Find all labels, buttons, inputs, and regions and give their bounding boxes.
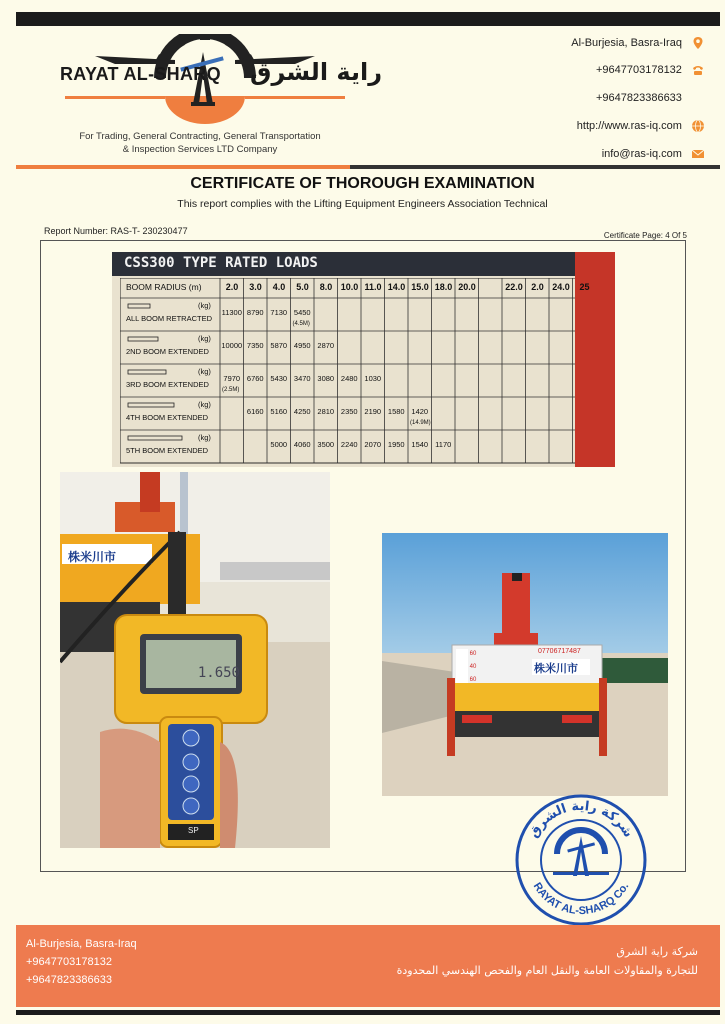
load-value: 5000 [270,440,288,449]
certificate-subtitle: This report complies with the Lifting Equipment Engineers Association Technical [177,198,548,210]
certificate-title: CERTIFICATE OF THOROUGH EXAMINATION [190,175,535,192]
load-chart-title: CSS300 TYPE RATED LOADS [124,255,318,271]
load-value: 2870 [317,341,335,350]
unit-label: (kg) [198,433,211,442]
company-stamp [513,792,649,928]
boom-row-label: 4TH BOOM EXTENDED [126,413,209,422]
load-value: 2240 [340,440,358,449]
company-name-ar: راية الشرق [250,58,383,86]
radius-header: 4.0 [272,282,286,292]
load-value: 1950 [387,440,405,449]
radius-header: 11.0 [364,282,382,292]
load-value: 10000 [221,341,243,350]
truck-sign-left: 株米川市 [68,550,117,564]
mail-icon [691,147,705,161]
contact-website[interactable]: http://www.ras-iq.com [405,117,705,135]
footer-banner [16,925,720,1007]
meter-reading: 1.650 [197,665,240,681]
radius-header: 14.0 [387,282,406,292]
load-meter-photo [60,472,330,848]
load-value: 2190 [364,407,382,416]
contact-phone-2: +9647823386633 [595,92,682,104]
footer-contact [26,935,137,989]
svg-text:RAYAT AL-SHARQ Co. [531,881,632,917]
radius-header: 3.0 [249,282,262,292]
radius-header: 22.0 [505,282,523,292]
speed-signs: 60 40 60 [469,651,477,683]
footer-phone-2: +9647823386633 [26,974,112,986]
meter-brand: SP [188,826,199,835]
truck-phone-number: 07706717487 [538,648,581,655]
load-value: 7970 [223,374,241,383]
radius-header: 2.0 [531,282,544,292]
company-tagline: For Trading, General Contracting, General Transportation & Inspection Services LTD Company [79,131,321,155]
load-value: 2480 [340,374,358,383]
load-value: 5870 [270,341,288,350]
radius-header: 10.0 [340,282,359,292]
phone-icon [691,63,705,77]
top-bar [16,12,720,26]
footer-address: Al-Burjesia, Basra-Iraq [26,938,137,950]
footer-company-ar: شركة راية الشرق [616,945,698,958]
load-value: 6760 [246,374,264,383]
load-value: 1030 [364,374,382,383]
contact-email[interactable]: info@ras-iq.com [405,145,705,163]
globe-icon [691,119,705,133]
report-number: Report Number: RAS-T- 230230477 [44,226,188,236]
radius-header: 25 [579,282,590,292]
contact-phone-1: +9647703178132 [405,61,705,79]
load-value: 7350 [246,341,264,350]
load-value: 1580 [387,407,405,416]
load-value: 11300 [221,308,242,317]
footer-phone-1: +9647703178132 [26,956,112,968]
load-value: 3080 [317,374,335,383]
load-value: 5160 [270,407,288,416]
load-value: 4250 [293,407,311,416]
load-value: 4060 [293,440,311,449]
radius-header: 24.0 [552,282,570,292]
unit-label: (kg) [198,334,211,343]
radius-header: 8.0 [319,282,333,292]
boom-row-label: 5TH BOOM EXTENDED [126,446,209,455]
company-name-en: RAYAT AL-SHARQ [60,64,221,84]
header-divider-dark [350,165,720,169]
row-note: (4.5M) [292,321,310,327]
boom-row-label: ALL BOOM RETRACTED [126,314,212,323]
boom-row-label: 2ND BOOM EXTENDED [126,347,209,356]
crane-truck-photo [382,533,668,796]
bottom-bar [16,1010,720,1015]
radius-header: 18.0 [434,282,453,292]
load-value: 2350 [340,407,358,416]
location-pin-icon [691,36,705,50]
radius-header: 15.0 [411,282,429,292]
stamp-text-en: RAYAT AL-SHARQ Co. [530,880,632,918]
header-divider-orange [16,165,350,169]
load-value: 1420 [411,407,429,416]
load-value: 2070 [364,440,382,449]
stamp-text-ar: شركة راية الشرق [526,798,636,841]
boom-radius-label: BOOM RADIUS (m) [126,282,202,292]
unit-label: (kg) [198,400,211,409]
unit-label: (kg) [198,367,211,376]
load-chart-photo [112,252,615,467]
row-note: (14.9M) [410,420,431,426]
radius-header: 5.0 [296,282,309,292]
load-value: 6160 [246,407,264,416]
truck-sign-right: 株米川市 [534,662,578,675]
load-value: 3500 [317,440,335,449]
load-value: 7130 [270,308,288,317]
load-value: 5450 [293,308,311,317]
unit-label: (kg) [198,301,211,310]
load-value: 3470 [293,374,311,383]
load-value: 8790 [246,308,264,317]
radius-header: 2.0 [225,282,239,292]
contact-address: Al-Burjesia, Basra-Iraq [405,34,705,52]
row-note: (2.5M) [222,387,240,393]
load-chart-values [120,278,590,466]
load-value: 2810 [317,407,335,416]
boom-row-label: 3RD BOOM EXTENDED [126,380,209,389]
radius-header: 20.0 [458,282,476,292]
load-value: 1170 [435,440,452,449]
load-value: 5430 [270,374,288,383]
load-value: 1540 [411,440,429,449]
load-value: 4950 [293,341,311,350]
certificate-page-number: Certificate Page: 4 Of 5 [603,231,687,240]
footer-description-ar: للتجارة والمقاولات العامة والنقل العام والفحص الهندسي المحدودة [396,964,698,977]
